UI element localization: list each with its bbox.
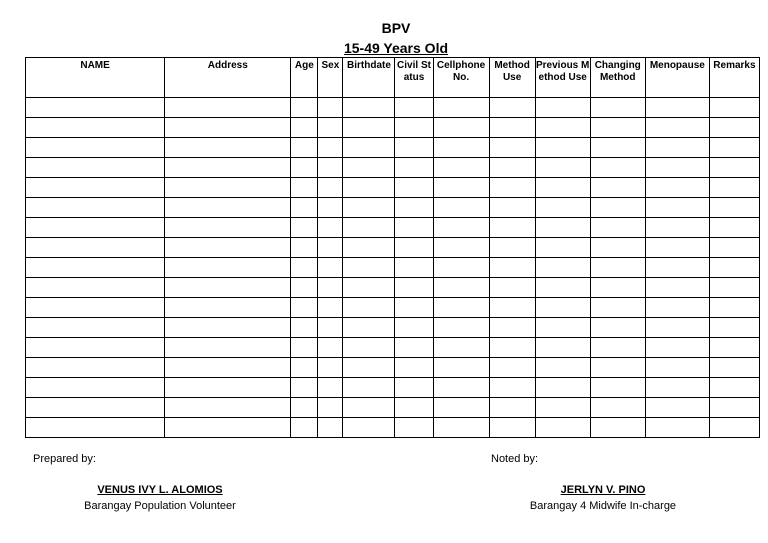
table-cell [165,158,291,178]
table-cell [645,338,709,358]
table-cell [709,258,759,278]
table-cell [291,398,318,418]
table-cell [433,238,489,258]
table-cell [343,118,395,138]
header-birthdate: Birthdate [343,58,395,98]
noted-by-label: Noted by: [491,453,539,465]
table-cell [645,258,709,278]
table-cell [26,98,165,118]
table-cell [645,318,709,338]
table-cell [26,238,165,258]
table-cell [433,338,489,358]
table-cell [489,338,535,358]
table-row [26,158,760,178]
header-method-use: Method Use [489,58,535,98]
header-cellphone: Cellphone No. [433,58,489,98]
table-cell [26,218,165,238]
table-cell [590,118,645,138]
table-cell [165,238,291,258]
table-row [26,178,760,198]
header-name: NAME [26,58,165,98]
table-cell [318,258,343,278]
table-cell [590,298,645,318]
table-cell [433,118,489,138]
table-cell [535,318,590,338]
table-cell [318,198,343,218]
header-menopause: Menopause [645,58,709,98]
table-cell [291,218,318,238]
table-cell [535,118,590,138]
table-cell [343,178,395,198]
table-cell [535,298,590,318]
table-cell [535,238,590,258]
table-cell [343,318,395,338]
table-cell [165,138,291,158]
table-cell [535,378,590,398]
table-cell [26,198,165,218]
table-cell [645,98,709,118]
table-cell [291,378,318,398]
table-cell [709,298,759,318]
table-cell [489,198,535,218]
table-row [26,278,760,298]
table-cell [318,98,343,118]
table-cell [165,338,291,358]
table-cell [433,158,489,178]
table-cell [590,238,645,258]
table-cell [590,218,645,238]
table-cell [709,318,759,338]
table-cell [645,218,709,238]
table-cell [395,358,433,378]
table-cell [26,398,165,418]
table-cell [165,418,291,438]
table-cell [26,318,165,338]
table-cell [165,298,291,318]
table-cell [318,378,343,398]
table-header-row [26,58,760,98]
table-cell [709,238,759,258]
table-cell [709,418,759,438]
table-cell [590,318,645,338]
table-cell [291,118,318,138]
table-cell [165,198,291,218]
table-cell [645,158,709,178]
table-cell [433,418,489,438]
table-cell [343,138,395,158]
noted-by-role: Barangay 4 Midwife In-charge [529,500,677,512]
table-cell [645,278,709,298]
table-cell [489,318,535,338]
table-cell [26,418,165,438]
table-row [26,378,760,398]
table-cell [489,278,535,298]
header-previous-method: Previous Method Use [535,58,590,98]
table-row [26,338,760,358]
table-cell [645,138,709,158]
table-cell [395,218,433,238]
table-cell [395,258,433,278]
table-cell [318,238,343,258]
table-cell [343,158,395,178]
table-cell [535,358,590,378]
table-cell [318,278,343,298]
table-cell [433,278,489,298]
table-row [26,138,760,158]
table-cell [395,398,433,418]
table-cell [535,278,590,298]
table-cell [343,258,395,278]
table-cell [343,298,395,318]
table-cell [433,258,489,278]
table-cell [343,418,395,438]
table-cell [433,218,489,238]
table-cell [165,278,291,298]
table-cell [433,358,489,378]
table-cell [318,358,343,378]
table-cell [433,318,489,338]
table-cell [535,98,590,118]
table-cell [26,278,165,298]
table-cell [433,198,489,218]
table-cell [395,318,433,338]
table-row [26,218,760,238]
table-cell [535,258,590,278]
table-cell [291,98,318,118]
table-cell [590,178,645,198]
table-cell [26,258,165,278]
table-cell [535,338,590,358]
table-cell [291,258,318,278]
table-cell [489,418,535,438]
header-address: Address [165,58,291,98]
header-sex: Sex [318,58,343,98]
table-cell [343,338,395,358]
table-cell [489,178,535,198]
table-cell [709,158,759,178]
table-cell [709,98,759,118]
table-cell [489,238,535,258]
table-cell [709,198,759,218]
table-cell [433,138,489,158]
table-cell [489,298,535,318]
table-cell [645,238,709,258]
header-remarks: Remarks [709,58,759,98]
table-cell [535,218,590,238]
table-cell [709,398,759,418]
table-cell [343,218,395,238]
table-cell [433,178,489,198]
table-cell [26,118,165,138]
table-row [26,238,760,258]
table-cell [489,258,535,278]
table-cell [26,178,165,198]
record-table [25,57,760,438]
table-cell [26,138,165,158]
table-row [26,398,760,418]
table-cell [318,418,343,438]
table-cell [343,238,395,258]
table-cell [535,178,590,198]
header-age: Age [291,58,318,98]
table-cell [343,198,395,218]
document-subtitle: 15-49 Years Old [343,40,449,56]
table-cell [165,318,291,338]
table-cell [489,218,535,238]
table-cell [165,398,291,418]
table-cell [395,198,433,218]
table-cell [318,158,343,178]
table-cell [645,378,709,398]
table-row [26,318,760,338]
table-cell [395,158,433,178]
header-changing-method: Changing Method [590,58,645,98]
table-cell [645,198,709,218]
table-cell [165,218,291,238]
table-cell [709,338,759,358]
table-cell [26,298,165,318]
table-body [26,98,760,438]
table-cell [590,198,645,218]
table-cell [318,338,343,358]
table-cell [645,418,709,438]
table-cell [395,298,433,318]
table-cell [291,138,318,158]
table-cell [165,118,291,138]
table-cell [709,118,759,138]
table-cell [26,158,165,178]
table-cell [26,358,165,378]
table-cell [590,138,645,158]
table-cell [489,358,535,378]
table-cell [165,258,291,278]
table-cell [590,378,645,398]
table-row [26,298,760,318]
table-cell [645,398,709,418]
header-civil-status: Civil Status [395,58,433,98]
noted-by-name: JERLYN V. PINO [560,484,646,496]
table-cell [343,398,395,418]
table-cell [535,398,590,418]
table-cell [318,178,343,198]
table-cell [395,118,433,138]
table-cell [645,178,709,198]
table-cell [645,118,709,138]
table-cell [645,358,709,378]
table-cell [489,398,535,418]
table-cell [590,358,645,378]
table-cell [395,98,433,118]
table-cell [489,118,535,138]
table-cell [709,278,759,298]
table-row [26,418,760,438]
table-row [26,258,760,278]
table-cell [343,98,395,118]
table-cell [395,178,433,198]
table-cell [709,358,759,378]
table-cell [318,118,343,138]
table-cell [489,378,535,398]
table-cell [709,138,759,158]
table-cell [291,418,318,438]
prepared-by-role: Barangay Population Volunteer [84,500,236,512]
table-cell [318,298,343,318]
table-cell [343,358,395,378]
table-cell [590,158,645,178]
table-cell [590,398,645,418]
table-cell [165,178,291,198]
table-cell [433,398,489,418]
table-cell [165,358,291,378]
table-cell [535,158,590,178]
table-cell [395,418,433,438]
table-row [26,358,760,378]
table-cell [318,218,343,238]
table-cell [709,178,759,198]
table-cell [433,98,489,118]
table-cell [395,278,433,298]
table-cell [709,218,759,238]
table-row [26,118,760,138]
table-cell [395,338,433,358]
table-cell [709,378,759,398]
document-title: BPV [381,20,411,36]
table-cell [590,258,645,278]
table-cell [165,98,291,118]
table-cell [489,98,535,118]
table-cell [489,158,535,178]
table-cell [291,238,318,258]
table-cell [291,278,318,298]
table-cell [291,158,318,178]
table-row [26,98,760,118]
table-cell [590,98,645,118]
table-cell [645,298,709,318]
table-cell [318,138,343,158]
table-cell [291,318,318,338]
table-cell [343,378,395,398]
table-row [26,198,760,218]
table-cell [433,378,489,398]
table-cell [291,358,318,378]
table-cell [590,418,645,438]
table-cell [590,278,645,298]
table-cell [343,278,395,298]
table-cell [291,338,318,358]
table-cell [291,298,318,318]
table-cell [395,138,433,158]
table-cell [291,178,318,198]
table-cell [318,318,343,338]
table-cell [318,398,343,418]
table-cell [535,198,590,218]
table-cell [291,198,318,218]
table-cell [395,238,433,258]
table-cell [165,378,291,398]
table-cell [395,378,433,398]
table-cell [489,138,535,158]
table-cell [433,298,489,318]
table-cell [535,418,590,438]
table-cell [26,378,165,398]
table-cell [535,138,590,158]
table-cell [590,338,645,358]
prepared-by-label: Prepared by: [33,453,96,465]
prepared-by-name: VENUS IVY L. ALOMIOS [97,484,223,496]
table-cell [26,338,165,358]
